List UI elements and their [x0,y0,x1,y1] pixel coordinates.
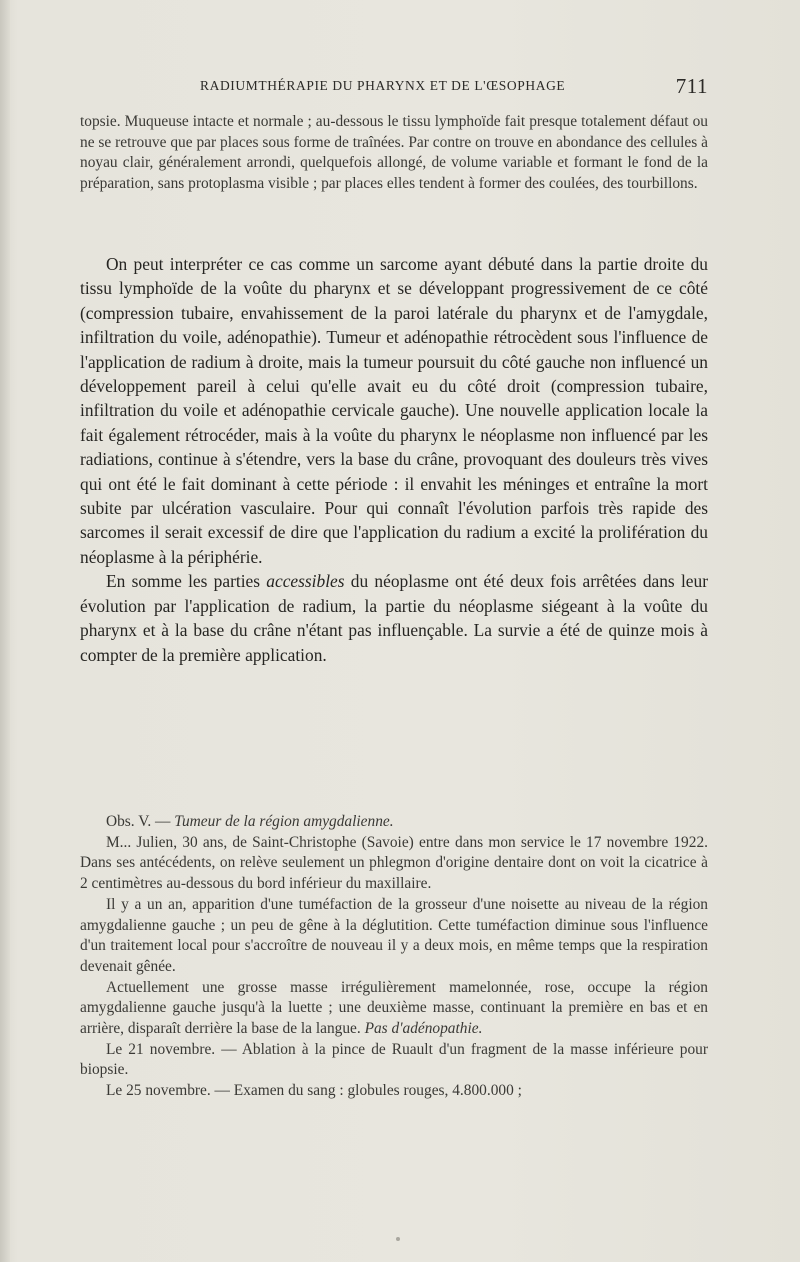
summary-italic: accessibles [266,571,345,592]
summary-paragraph [80,569,708,667]
interpretation-paragraph: On peut interpréter ce cas comme un sarcome ayant débuté dans la partie droite du tissu lymphoïde de la voûte du pharynx et se développant progressivement de ce côté (compression tubaire, envahissement de la paroi latérale du pharynx et de l'amygdale, infiltration du voile, adénopathie). Tumeur et adénopathie rétrocèdent sous l'influence de l'application de radium à droite, mais la tumeur poursuit du côté gauche non influencé un développement pareil à celui qu'elle avait eu du côté droit (compression tubaire, infiltration du voile et adénopathie cervicale gauche). Une nouvelle application locale la fait également rétrocéder, mais à la voûte du pharynx le néoplasme non influencé par les radiations, continue à s'étendre, vers la base du crâne, provoquant des douleurs très vives qui ont été le fait dominant à cette période : il envahit les méninges et entraîne la mort subite par ulcération vasculaire. Pour qui connaît l'évolution parfois très rapide des sarcomes il serait excessif de dire que l'application du radium a excité la prolifération du néoplasme à la périphérie. [80,254,708,567]
observation-p3-italic: Pas d'adénopathie. [364,1020,483,1038]
page-spine-shadow [0,0,10,1262]
page-header [80,74,708,98]
observation-p3-text: Actuellement une grosse masse irrégulièrement mamelonnée, rose, occupe la région amygdalienne gauche jusqu'à la luette ; une deuxième masse, continuant la première en bas et en arrière, disparaît derrière la base de la langue. [80,978,708,1038]
summary-text-end: du néoplasme ont été deux fois arrêtées dans leur évolution par l'application de radium, la partie du néoplasme siégeant à la voûte du pharynx et à la base du crâne n'étant pas influençable. La survie a été de quinze mois à compter de la première application. [80,571,708,665]
biopsy-continuation [80,112,708,195]
observation-title: Tumeur de la région amygdalienne. [174,813,394,830]
observation-paragraph-5: Le 25 novembre. — Examen du sang : globules rouges, 4.800.000 ; [106,1082,522,1100]
observation-paragraph-3 [80,978,708,1040]
biopsy-paragraph: topsie. Muqueuse intacte et normale ; au-dessous le tissu lymphoïde fait presque totalement défaut ou ne se retrouve que par places sous forme de traînées. Par contre on trouve en abondance des cellules à noyau clair, généralement arrondi, quelquefois allongé, de volume variable et formant le fond de la préparation, sans protoplasma visible ; par places elles tendent à former des coulées, des tourbillons. [80,113,708,193]
observation-heading [80,812,708,833]
summary-text-start: En somme les parties [106,571,267,592]
observation-paragraph-2: Il y a un an, apparition d'une tuméfaction de la grosseur d'une noisette au niveau de la région amygdalienne gauche ; un peu de gêne à la déglutition. Cette tuméfaction diminue sous l'influence d'un traitement local pour s'accroître de nouveau il y a deux mois, en même temps que la respiration devenait gênée. [80,895,708,975]
observation-label: Obs. V. — [106,813,175,830]
observation-v [80,812,708,1102]
observation-paragraph-1: M... Julien, 30 ans, de Saint-Christophe (Savoie) entre dans mon service le 17 novembre 1922. Dans ses antécédents, on relève seulement un phlegmon d'origine dentaire dont on voit la cicatrice à 2 centimètres au-dessous du bord inférieur du maxillaire. [80,833,708,893]
observation-paragraph-4: Le 21 novembre. — Ablation à la pince de Ruault d'un fragment de la masse inférieure pour biopsie. [80,1040,708,1079]
running-head: RADIUMTHÉRAPIE DU PHARYNX ET DE L'ŒSOPHAGE [200,78,566,93]
page-speck [396,1237,400,1241]
main-interpretation [80,252,708,667]
page-number: 711 [675,74,708,98]
